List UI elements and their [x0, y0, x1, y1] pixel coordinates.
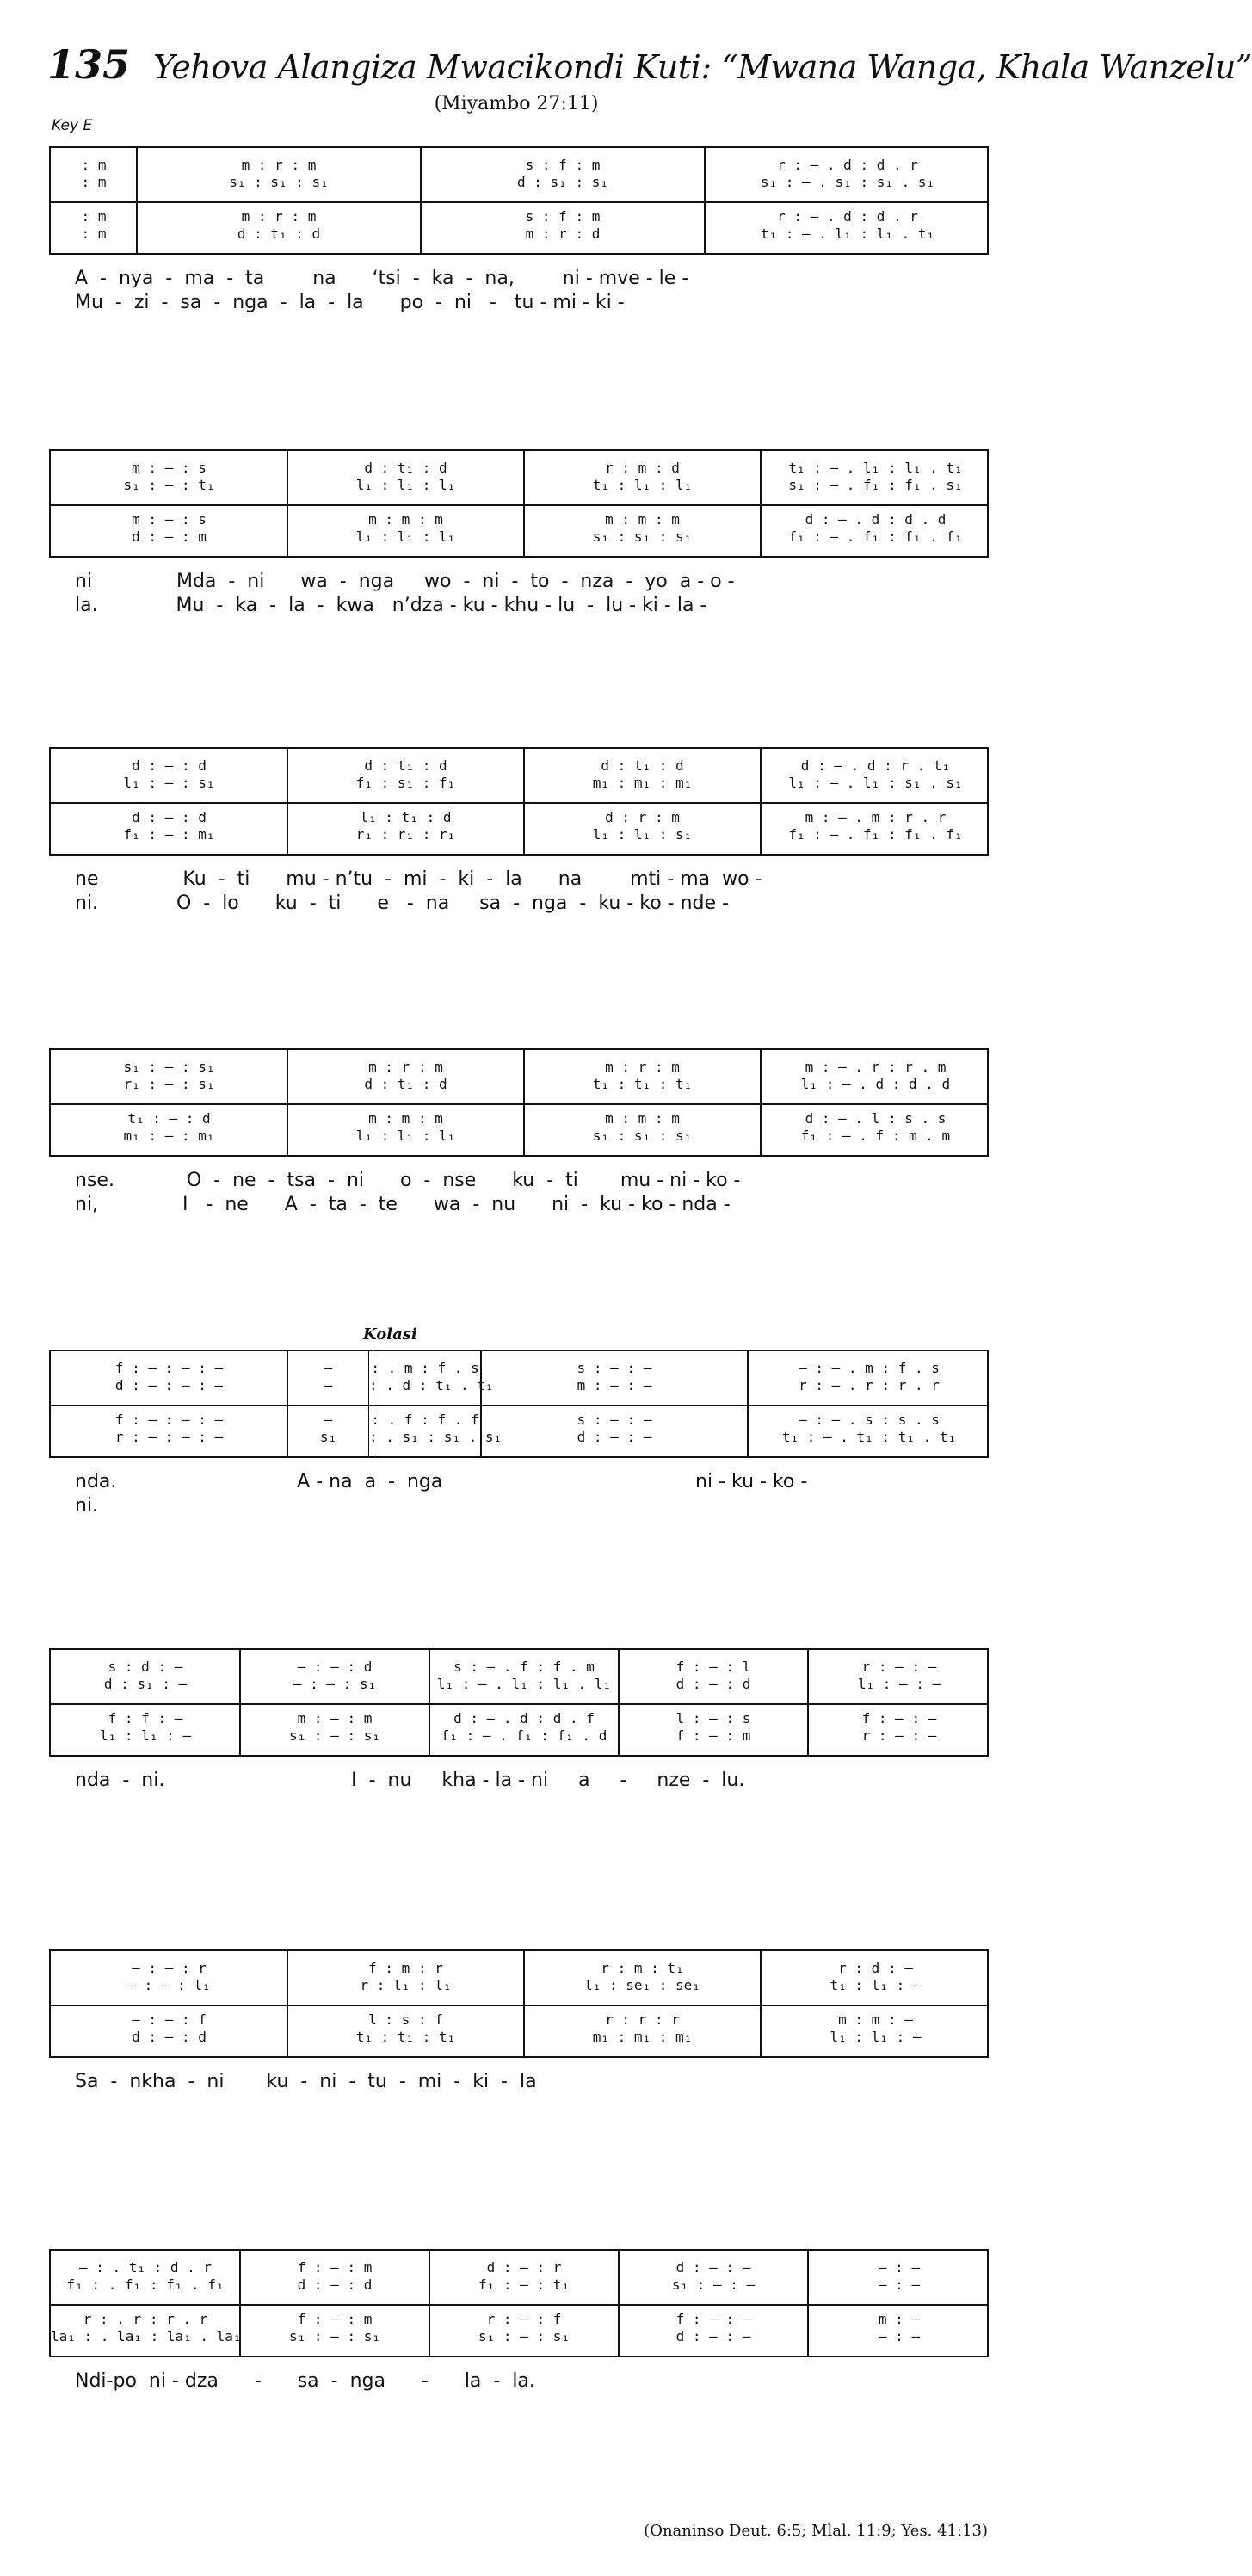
solfa-notes: t₁ : – . l₁ : l₁ . t₁: [760, 225, 935, 242]
voice-row: [51, 775, 987, 792]
solfa-staff: [49, 146, 989, 255]
voice-row: [51, 1960, 987, 1977]
solfa-notes: d : — : — : —: [114, 1377, 224, 1393]
lyric-line: nda. A - na a - nga ni - ku - ko -: [75, 1471, 808, 1492]
solfa-notes: r : d : —: [838, 1960, 913, 1976]
solfa-notes: m₁ : m₁ : m₁: [592, 775, 693, 791]
solfa-notes: r : — : — : —: [114, 1429, 224, 1445]
solfa-notes: f : — : l: [675, 1659, 751, 1675]
voice-row: [51, 1127, 987, 1145]
solfa-notes: — : — : l₁: [127, 1977, 211, 1993]
solfa-notes: d : t₁ : d: [364, 757, 447, 774]
solfa-notes: s₁ : – . s₁ : s₁ . s₁: [760, 174, 935, 190]
voice-row: [51, 1710, 987, 1727]
voice-row: [51, 809, 987, 826]
hymn-title-text: Yehova Alangiza Mwacikondi Kuti: “Mwana Wanga, Khala Wanzelu”: [153, 48, 1252, 86]
solfa-notes: d : s₁ : s₁: [517, 174, 608, 190]
solfa-notes: m : r : m: [241, 157, 317, 173]
voice-row: [51, 757, 987, 775]
lyric-line: ne Ku - ti mu - n’tu - mi - ki - la na mti - ma wo -: [75, 868, 762, 890]
solfa-notes: d : t₁ : d: [364, 1076, 447, 1092]
solfa-notes: l₁ : l₁ : —: [100, 1727, 191, 1744]
solfa-notes: m : — : s: [132, 511, 207, 528]
solfa-notes: l : s : f: [368, 2011, 443, 2028]
solfa-notes: : . f : f . f: [371, 1412, 479, 1428]
solfa-staff: [49, 1350, 989, 1458]
solfa-notes: d : — : d: [675, 1676, 751, 1692]
solfa-notes: — : —: [878, 2328, 921, 2344]
voice-row: [51, 1727, 987, 1745]
voice-row: [51, 826, 987, 843]
solfa-notes: l₁ : – . l₁ : l₁ . l₁: [436, 1676, 612, 1692]
solfa-notes: f : — : — : —: [114, 1360, 224, 1376]
solfa-notes: — : — : s₁: [293, 1676, 377, 1692]
solfa-staff: [49, 747, 989, 856]
voice-row: [51, 1377, 987, 1394]
footnote: (Onaninso Deut. 6:5; Mlal. 11:9; Yes. 41:13): [644, 2522, 988, 2540]
solfa-notes: m₁ : m₁ : m₁: [592, 2029, 693, 2045]
solfa-notes: : . s₁ : s₁ . s₁: [369, 1429, 503, 1445]
solfa-notes: t₁ : – . l₁ : l₁ . t₁: [788, 460, 963, 476]
lyric-line: nse. O - ne - tsa - ni o - nse ku - ti mu - ni - ko -: [75, 1170, 741, 1191]
solfa-notes: f₁ : – . f : m . m: [800, 1127, 951, 1144]
solfa-notes: l₁ : t₁ : d: [360, 809, 452, 825]
solfa-notes: m : —: [878, 2311, 921, 2327]
solfa-notes: — : — : f: [132, 2011, 207, 2028]
chorus-label: Kolasi: [363, 1325, 417, 1344]
solfa-notes: r : – . d : d . r: [777, 157, 918, 173]
solfa-notes: : m: [81, 157, 107, 173]
solfa-staff: [49, 2249, 989, 2357]
solfa-notes: d : s₁ : —: [103, 1676, 188, 1692]
solfa-notes: m : r : d: [525, 225, 601, 242]
part-divider: [51, 1703, 987, 1705]
voice-row: [51, 1977, 987, 1994]
solfa-notes: m : m : —: [838, 2011, 913, 2028]
solfa-notes: t₁ : – . t₁ : t₁ . t₁: [781, 1429, 957, 1445]
solfa-notes: l₁ : — : —: [857, 1676, 941, 1692]
music-system: [49, 1048, 989, 1215]
solfa-notes: s₁ : — : s₁: [289, 2328, 380, 2344]
solfa-notes: f : — : —: [675, 2311, 751, 2327]
solfa-notes: —: [324, 1377, 333, 1393]
part-divider: [51, 2304, 987, 2306]
solfa-notes: s₁: [319, 1429, 337, 1445]
solfa-notes: d : – . d : r . t₁: [800, 757, 951, 774]
solfa-notes: — : —: [878, 2276, 921, 2293]
solfa-notes: s₁ : s₁ : s₁: [229, 174, 329, 190]
voice-row: [51, 1059, 987, 1076]
solfa-notes: d : – . d : d . f: [453, 1710, 595, 1727]
solfa-notes: : . d : t₁ . t₁: [369, 1377, 494, 1393]
part-divider: [51, 1103, 987, 1105]
lyric-line: Ndi-po ni - dza - sa - nga - la - la.: [75, 2370, 535, 2392]
solfa-notes: — : —: [878, 2259, 921, 2276]
music-system: [49, 747, 989, 914]
solfa-notes: r₁ : r₁ : r₁: [355, 826, 456, 843]
solfa-notes: t₁ : — : d: [127, 1110, 211, 1127]
voice-row: [51, 2276, 987, 2294]
voice-row: [51, 2029, 987, 2046]
key-signature: Key E: [52, 117, 93, 134]
solfa-notes: m : m : m: [605, 1110, 680, 1127]
solfa-notes: r : – . d : d . r: [777, 208, 918, 225]
solfa-notes: f₁ : – . f₁ : f₁ . f₁: [788, 528, 963, 545]
solfa-notes: f : — : m: [297, 2311, 373, 2327]
solfa-notes: m : m : m: [368, 511, 443, 528]
solfa-notes: t₁ : t₁ : t₁: [592, 1076, 693, 1092]
lyric-line: ni Mda - ni wa - nga wo - ni - to - nza - yo a - o -: [75, 571, 735, 592]
voice-row: [51, 528, 987, 546]
voice-row: [51, 2328, 987, 2345]
hymn-title: [47, 41, 1252, 88]
solfa-notes: d : – . l : s . s: [805, 1110, 947, 1127]
solfa-notes: d : — : —: [577, 1429, 652, 1445]
solfa-notes: f₁ : — : t₁: [478, 2276, 570, 2293]
solfa-notes: f₁ : s₁ : f₁: [355, 775, 456, 791]
solfa-notes: d : — : —: [675, 2259, 751, 2276]
solfa-notes: f₁ : — : m₁: [123, 826, 215, 843]
solfa-notes: : m: [81, 225, 107, 242]
voice-row: [51, 1429, 987, 1446]
voice-row: [51, 208, 987, 225]
solfa-notes: f : f : —: [108, 1710, 183, 1727]
solfa-notes: m : — : s: [132, 460, 207, 476]
solfa-notes: r : l₁ : l₁: [360, 1977, 452, 1993]
solfa-notes: : m: [81, 208, 107, 225]
solfa-notes: s : — : —: [577, 1412, 652, 1428]
solfa-notes: : . m : f . s: [371, 1360, 479, 1376]
solfa-notes: r : — : f: [486, 2311, 562, 2327]
solfa-notes: f₁ : – . f₁ : f₁ . d: [441, 1727, 607, 1744]
lyric-line: ni. O - lo ku - ti e - na sa - nga - ku - ko - nde -: [75, 893, 729, 914]
solfa-notes: f₁ : . f₁ : f₁ . f₁: [66, 2276, 225, 2293]
solfa-notes: l₁ : – . d : d . d: [800, 1076, 951, 1092]
solfa-notes: —: [324, 1412, 333, 1428]
solfa-notes: s₁ : — : s₁: [478, 2328, 570, 2344]
lyric-line: la. Mu - ka - la - kwa n’dza - ku - khu - lu - lu - ki - la -: [75, 595, 707, 616]
solfa-notes: r : m : d: [605, 460, 680, 476]
voice-row: [51, 174, 987, 191]
solfa-notes: f : — : —: [861, 1710, 937, 1727]
music-system: [49, 2249, 989, 2392]
solfa-staff: [49, 1648, 989, 1757]
solfa-notes: s₁ : s₁ : s₁: [592, 1127, 693, 1144]
voice-row: [51, 2311, 987, 2328]
voice-row: [51, 2259, 987, 2276]
solfa-notes: t₁ : l₁ : —: [830, 1977, 922, 1993]
music-system: [49, 1949, 989, 2092]
solfa-notes: m : – . m : r . r: [805, 809, 947, 825]
solfa-notes: l₁ : l₁ : l₁: [355, 1127, 456, 1144]
part-divider: [51, 504, 987, 506]
solfa-notes: s₁ : — : s₁: [289, 1727, 380, 1744]
voice-row: [51, 2011, 987, 2029]
solfa-notes: d : – . d : d . d: [805, 511, 947, 528]
part-divider: [51, 802, 987, 804]
solfa-notes: r : . r : r . r: [83, 2311, 208, 2327]
solfa-notes: l₁ : – . l₁ : s₁ . s₁: [788, 775, 963, 791]
solfa-notes: l₁ : se₁ : se₁: [584, 1977, 700, 1993]
lyric-line: Sa - nkha - ni ku - ni - tu - mi - ki - la: [75, 2071, 537, 2092]
solfa-notes: s : – . f : f . m: [453, 1659, 595, 1675]
solfa-notes: d : — : d: [132, 757, 207, 774]
solfa-notes: la₁ : . la₁ : la₁ . la₁: [51, 2328, 242, 2344]
solfa-notes: l₁ : l₁ : l₁: [355, 528, 456, 545]
lyric-line: Mu - zi - sa - nga - la - la po - ni - tu - mi - ki -: [75, 292, 625, 313]
solfa-notes: — : — : d: [297, 1659, 373, 1675]
solfa-notes: — : — : r: [132, 1960, 207, 1976]
solfa-notes: d : — : d: [132, 809, 207, 825]
solfa-notes: m : r : m: [605, 1059, 680, 1075]
solfa-notes: s : f : m: [525, 157, 601, 173]
solfa-notes: r₁ : — : s₁: [123, 1076, 215, 1092]
music-system: [49, 146, 989, 313]
voice-row: [51, 1110, 987, 1127]
voice-row: [51, 1076, 987, 1093]
voice-row: [51, 511, 987, 528]
solfa-notes: r : – . r : r . r: [799, 1377, 940, 1393]
scripture-reference: (Miyambo 27:11): [434, 93, 599, 114]
solfa-notes: — : – . s : s . s: [799, 1412, 940, 1428]
music-system: [49, 1648, 989, 1791]
music-system: [49, 449, 989, 616]
solfa-notes: m₁ : — : m₁: [123, 1127, 215, 1144]
solfa-notes: t₁ : t₁ : t₁: [355, 2029, 456, 2045]
solfa-notes: s : — : —: [577, 1360, 652, 1376]
lyric-line: ni, I - ne A - ta - te wa - nu ni - ku - ko - nda -: [75, 1194, 731, 1215]
solfa-notes: l₁ : — : s₁: [123, 775, 215, 791]
solfa-notes: d : — : —: [675, 2328, 751, 2344]
solfa-notes: l₁ : l₁ : —: [830, 2029, 922, 2045]
lyric-line: A - nya - ma - ta na ‘tsi - ka - na, ni - mve - le -: [75, 268, 689, 289]
solfa-notes: — : – . m : f . s: [799, 1360, 940, 1376]
solfa-notes: s₁ : — : —: [671, 2276, 756, 2293]
voice-row: [51, 460, 987, 477]
solfa-staff: [49, 1048, 989, 1157]
solfa-notes: d : t₁ : d: [601, 757, 684, 774]
voice-row: [51, 157, 987, 174]
solfa-notes: f₁ : – . f₁ : f₁ . f₁: [788, 826, 963, 843]
solfa-notes: m : – . r : r . m: [805, 1059, 947, 1075]
solfa-notes: f : — : m: [675, 1727, 751, 1744]
voice-row: [51, 1412, 987, 1429]
solfa-notes: f : — : m: [297, 2259, 373, 2276]
solfa-notes: d : r : m: [605, 809, 680, 825]
solfa-notes: r : m : t₁: [601, 1960, 684, 1976]
solfa-notes: r : r : r: [605, 2011, 680, 2028]
solfa-notes: d : t₁ : d: [237, 225, 321, 242]
solfa-notes: s₁ : — : s₁: [123, 1059, 215, 1075]
part-divider: [51, 2005, 987, 2006]
solfa-notes: l : — : s: [675, 1710, 751, 1727]
voice-row: [51, 1360, 987, 1377]
solfa-notes: m : r : m: [368, 1059, 443, 1075]
solfa-notes: : m: [81, 174, 107, 190]
solfa-notes: d : — : r: [486, 2259, 562, 2276]
solfa-notes: — : . t₁ : d . r: [78, 2259, 213, 2276]
lyric-line: nda - ni. I - nu kha - la - ni a - nze - lu.: [75, 1770, 745, 1791]
solfa-staff: [49, 449, 989, 558]
solfa-notes: m : — : —: [577, 1377, 652, 1393]
solfa-notes: t₁ : l₁ : l₁: [592, 477, 693, 493]
lyric-line: ni.: [75, 1495, 99, 1517]
solfa-notes: f : m : r: [368, 1960, 443, 1976]
solfa-notes: m : — : m: [297, 1710, 373, 1727]
solfa-notes: d : t₁ : d: [364, 460, 447, 476]
solfa-notes: m : m : m: [368, 1110, 443, 1127]
solfa-notes: r : — : —: [861, 1727, 937, 1744]
solfa-notes: —: [324, 1360, 333, 1376]
solfa-notes: s₁ : – . f₁ : f₁ . s₁: [788, 477, 963, 493]
solfa-notes: f : — : — : —: [114, 1412, 224, 1428]
solfa-notes: s₁ : s₁ : s₁: [592, 528, 693, 545]
music-system: [49, 1325, 989, 1517]
part-divider: [51, 201, 987, 203]
solfa-notes: d : — : d: [297, 2276, 373, 2293]
solfa-notes: s₁ : — : t₁: [123, 477, 215, 493]
solfa-notes: m : m : m: [605, 511, 680, 528]
voice-row: [51, 1659, 987, 1676]
solfa-notes: s : f : m: [525, 208, 601, 225]
solfa-notes: r : — : —: [861, 1659, 937, 1675]
solfa-notes: s : d : —: [108, 1659, 183, 1675]
solfa-notes: m : r : m: [241, 208, 317, 225]
voice-row: [51, 1676, 987, 1693]
solfa-notes: l₁ : l₁ : l₁: [355, 477, 456, 493]
solfa-notes: d : — : m: [132, 528, 207, 545]
voice-row: [51, 477, 987, 494]
solfa-staff: [49, 1949, 989, 2058]
solfa-notes: l₁ : l₁ : s₁: [592, 826, 693, 843]
solfa-notes: d : — : d: [132, 2029, 207, 2045]
part-divider: [51, 1405, 987, 1406]
voice-row: [51, 225, 987, 243]
hymn-number: 135: [47, 41, 131, 88]
